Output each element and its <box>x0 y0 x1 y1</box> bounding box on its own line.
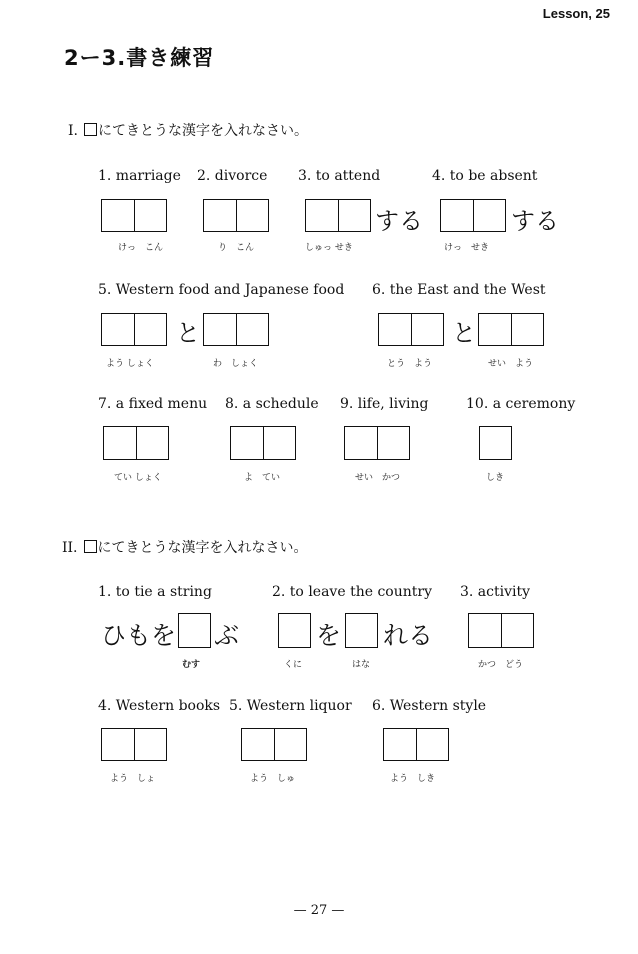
kanji-answer-box[interactable] <box>101 199 167 232</box>
kanji-answer-box[interactable] <box>383 728 449 761</box>
item-label: 2. divorce <box>197 168 268 184</box>
furigana: はな <box>352 660 371 670</box>
suffix-text: ぶ <box>214 621 240 650</box>
kanji-answer-box[interactable] <box>344 426 410 460</box>
middle-text: を <box>316 621 342 650</box>
kanji-answer-box[interactable] <box>345 613 378 648</box>
kanji-answer-box[interactable] <box>103 426 169 460</box>
item-label: 6. the East and the West <box>372 282 546 298</box>
furigana: しき <box>486 473 505 483</box>
kanji-answer-box[interactable] <box>203 199 269 232</box>
item-label: 5. Western liquor <box>229 698 352 714</box>
section2-instruction-text: にてきとうな漢字を入れなさい。 <box>97 540 308 556</box>
furigana: よ てい <box>244 473 281 483</box>
furigana: よう しゅ <box>250 774 296 784</box>
furigana: くに <box>284 660 303 670</box>
kanji-answer-box[interactable] <box>479 426 512 460</box>
furigana: けっ せき <box>444 243 490 253</box>
item-label: 1. to tie a string <box>98 584 212 600</box>
page-number: — 27 — <box>293 903 345 918</box>
suffix-text: する <box>511 207 559 235</box>
prefix-text: ひもを <box>101 621 177 650</box>
item-label: 4. Western books <box>98 698 221 714</box>
section2-instruction <box>62 537 308 557</box>
item-label: 2. to leave the country <box>272 584 432 600</box>
suffix-text: する <box>375 207 423 235</box>
item-label: 8. a schedule <box>225 396 319 412</box>
blank-box-icon <box>84 123 97 136</box>
kanji-answer-box[interactable] <box>440 199 506 232</box>
furigana: むす <box>182 660 201 670</box>
blank-box-icon <box>84 540 97 553</box>
suffix-text: れる <box>383 621 434 650</box>
kanji-answer-box[interactable] <box>305 199 371 232</box>
kanji-answer-box[interactable] <box>278 613 311 648</box>
furigana: り こん <box>218 243 255 253</box>
kanji-answer-box[interactable] <box>241 728 307 761</box>
furigana: よう しき <box>390 774 436 784</box>
kanji-answer-box[interactable] <box>178 613 211 648</box>
furigana: とう よう <box>387 359 433 369</box>
section1-roman: I. <box>68 123 78 139</box>
kanji-answer-box[interactable] <box>468 613 534 648</box>
page-title: 2ー3.書き練習 <box>64 46 215 70</box>
furigana: よう しょく <box>106 359 154 369</box>
item-label: 4. to be absent <box>432 168 538 184</box>
section2-roman: II. <box>62 540 78 556</box>
kanji-answer-box[interactable] <box>230 426 296 460</box>
furigana: せい よう <box>488 359 534 369</box>
item-label: 3. activity <box>460 584 531 600</box>
furigana: わ しょく <box>213 359 259 369</box>
furigana: よう しょ <box>110 774 156 784</box>
lesson-label: Lesson, 25 <box>542 6 610 21</box>
furigana: しゅっ せき <box>305 243 353 253</box>
kanji-answer-box[interactable] <box>478 313 544 346</box>
item-label: 1. marriage <box>98 168 181 184</box>
furigana: かつ どう <box>478 660 524 670</box>
joiner-text: と <box>452 319 476 347</box>
section1-instruction-text: にてきとうな漢字を入れなさい。 <box>97 123 308 139</box>
joiner-text: と <box>176 319 200 347</box>
kanji-answer-box[interactable] <box>101 313 167 346</box>
item-label: 5. Western food and Japanese food <box>98 282 345 298</box>
furigana: てい しょく <box>114 473 162 483</box>
item-label: 3. to attend <box>298 168 381 184</box>
furigana: せい かつ <box>355 473 401 483</box>
kanji-answer-box[interactable] <box>203 313 269 346</box>
kanji-answer-box[interactable] <box>378 313 444 346</box>
section1-instruction <box>68 120 308 140</box>
item-label: 6. Western style <box>372 698 487 714</box>
item-label: 9. life, living <box>340 396 429 412</box>
kanji-answer-box[interactable] <box>101 728 167 761</box>
furigana: けっ こん <box>118 243 164 253</box>
item-label: 7. a fixed menu <box>98 396 208 412</box>
item-label: 10. a ceremony <box>466 396 576 412</box>
